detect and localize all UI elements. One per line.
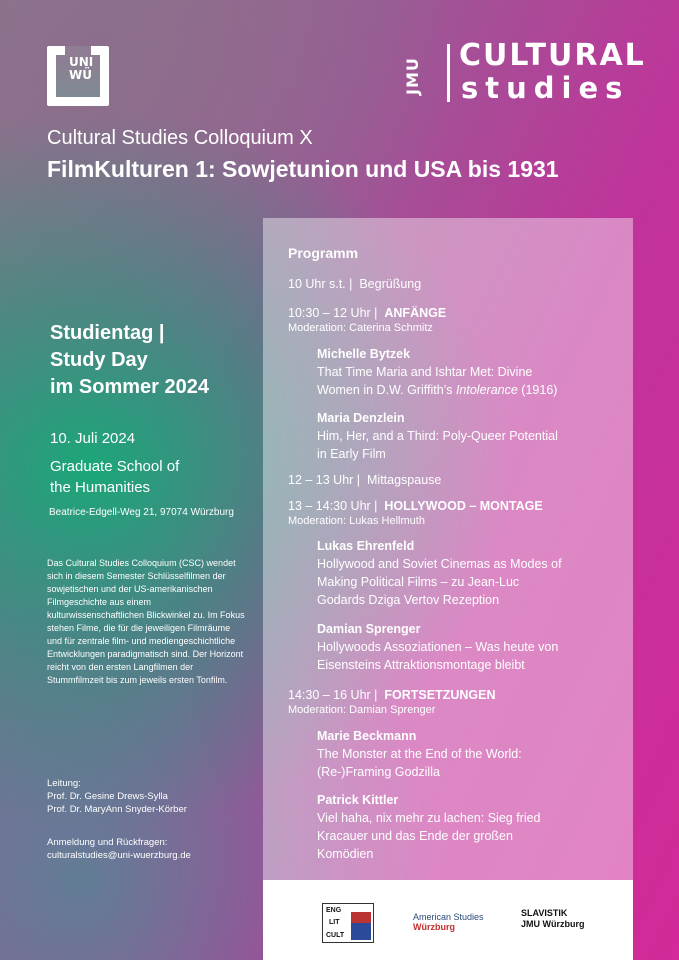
welcome-line [288, 277, 421, 291]
jmu-cultural-studies-logo [403, 38, 646, 105]
talk-title-part: That Time Maria and Ishtar Met: Divine [317, 365, 533, 379]
talk-title-part: Komödien [317, 847, 374, 861]
venue-line-1: Graduate School of [50, 458, 180, 475]
talk-title [317, 363, 617, 399]
colloquium-subtitle: Cultural Studies Colloquium X [47, 127, 313, 149]
talk-title-part: Women in D.W. Griffith’s [317, 383, 453, 397]
jmu-studies-text: studies [461, 71, 630, 105]
program-heading: Programm [288, 245, 359, 261]
lunch-line [288, 473, 441, 487]
welcome-time: 10 Uhr s.t. | [288, 277, 353, 291]
slavistik-sub: JMU Würzburg [521, 919, 585, 929]
englitcult-logo [322, 903, 374, 943]
talk-speaker: Michelle Bytzek [317, 347, 411, 361]
englitcult-text-3: CULT [326, 932, 345, 939]
session-2-time: 13 – 14:30 Uhr | [288, 499, 378, 513]
lunch-label: Mittagspause [367, 473, 442, 487]
session-2-moderation: Moderation: Lukas Hellmuth [288, 515, 425, 527]
slavistik-text: SLAVISTIK [521, 908, 568, 918]
talk-speaker: Lukas Ehrenfeld [317, 539, 415, 553]
organizers [47, 777, 257, 816]
talk-title [317, 809, 617, 863]
talk-title-italic: Intolerance [455, 383, 518, 397]
welcome-label: Begrüßung [359, 277, 422, 291]
uni-logo-cut [65, 46, 91, 55]
talk-title-part: Making Political Films – zu Jean-Luc [317, 575, 520, 589]
contact-email[interactable]: culturalstudies@uni-wuerzburg.de [47, 850, 191, 861]
talk-item [317, 621, 617, 674]
talk-speaker: Damian Sprenger [317, 622, 421, 636]
englitcult-text-2: LIT [329, 919, 340, 926]
talk-speaker: Patrick Kittler [317, 793, 399, 807]
session-3-title: FORTSETZUNGEN [384, 688, 496, 702]
page-title: FilmKulturen 1: Sowjetunion und USA bis 1931 [47, 156, 559, 182]
bridge-icon [351, 912, 371, 940]
talk-item [317, 346, 617, 399]
talk-title-part: Hollywood and Soviet Cinemas as Modes of [317, 557, 562, 571]
slavistik-logo [521, 908, 585, 930]
talk-speaker: Marie Beckmann [317, 729, 417, 743]
englitcult-text-1: ENG [326, 907, 342, 914]
talk-item [317, 410, 617, 463]
uni-logo-text: UNI WÜ [69, 55, 94, 82]
talk-item [317, 538, 617, 609]
session-1-moderation: Moderation: Caterina Schmitz [288, 322, 433, 334]
study-title-line-3: im Sommer 2024 [50, 376, 209, 398]
jmu-logo-divider [447, 44, 450, 102]
session-2-title: HOLLYWOOD – MONTAGE [384, 499, 543, 513]
talk-title-part: Him, Her, and a Third: Poly-Queer Potential [317, 429, 558, 443]
session-2-line [288, 499, 543, 513]
talk-title-part: Eisensteins Attraktionsmontage bleibt [317, 658, 525, 672]
talk-item [317, 728, 617, 781]
study-title-line-2: Study Day [50, 349, 148, 371]
talk-title-part: (Re-)Framing Godzilla [317, 765, 440, 779]
organizers-label: Leitung: [47, 778, 81, 789]
talk-speaker: Maria Denzlein [317, 411, 405, 425]
talk-title-part: Godards Dziga Vertov Rezeption [317, 593, 500, 607]
talk-title [317, 745, 617, 781]
talk-title [317, 638, 617, 674]
session-1-line [288, 306, 446, 320]
event-address: Beatrice-Edgell-Weg 21, 97074 Würzburg [49, 507, 234, 518]
contact-info [47, 836, 257, 862]
event-description: Das Cultural Studies Colloquium (CSC) wendet sich in diesem Semester Schlüsselfilmen der sowjetischen und der US-amerikanischen Filmgeschichte aus einem kulturwissenschaftlichen Blickwinkel zu. Im Fokus stehen Filme, die für die jeweiligen Filmräume und für zentrale film- und mediengeschichtliche Entwicklungen paradigmatisch sind. Der Horizont reicht von den ersten Langfilmen der Stummfilmzeit bis zum jeweils ersten Tonfilm. [47, 558, 245, 685]
uni-wuerzburg-logo [47, 46, 109, 106]
event-venue [50, 456, 250, 498]
study-day-title [50, 320, 260, 401]
talk-title [317, 555, 617, 609]
contact-label: Anmeldung und Rückfragen: [47, 837, 168, 848]
organizer-2: Prof. Dr. MaryAnn Snyder-Körber [47, 804, 187, 815]
session-3-moderation: Moderation: Damian Sprenger [288, 704, 436, 716]
talk-title [317, 427, 617, 463]
american-studies-text: American Studies [413, 912, 484, 922]
session-1-time: 10:30 – 12 Uhr | [288, 306, 378, 320]
american-studies-logo [413, 912, 484, 932]
american-studies-city: Würzburg [413, 922, 455, 932]
organizer-1: Prof. Dr. Gesine Drews-Sylla [47, 791, 168, 802]
session-3-time: 14:30 – 16 Uhr | [288, 688, 378, 702]
jmu-cultural-text: CULTURAL [459, 38, 646, 73]
study-title-line-1: Studientag | [50, 322, 165, 344]
talk-title-part: The Monster at the End of the World: [317, 747, 522, 761]
talk-title-part: in Early Film [317, 447, 386, 461]
session-3-line [288, 688, 495, 702]
talk-title-part: Viel haha, nix mehr zu lachen: Sieg fried [317, 811, 541, 825]
session-1-title: ANFÄNGE [384, 306, 447, 320]
jmu-vertical-text: JMU [403, 57, 422, 95]
talk-title-part: (1916) [521, 383, 558, 397]
venue-line-2: the Humanities [50, 479, 151, 496]
talk-title-part: Kracauer und das Ende der großen [317, 829, 513, 843]
event-date: 10. Juli 2024 [50, 430, 136, 447]
talk-item [317, 792, 617, 863]
lunch-time: 12 – 13 Uhr | [288, 473, 361, 487]
talk-title-part: Hollywoods Assoziationen – Was heute von [317, 640, 559, 654]
